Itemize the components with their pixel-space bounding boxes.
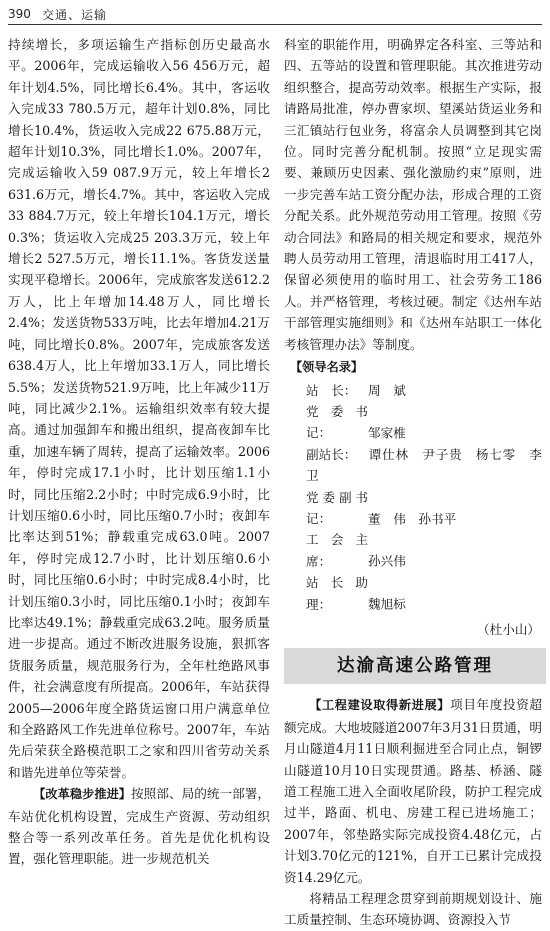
running-section-title: 交通、运输	[42, 8, 108, 22]
leader-names: 董 伟 孙书平	[368, 510, 457, 526]
leader-row	[306, 572, 542, 615]
leader-names: 周 斌	[368, 382, 406, 398]
leader-role: 站长助理：	[306, 575, 368, 612]
leader-names: 孙兴伟	[368, 553, 406, 569]
page-header	[8, 4, 542, 24]
page-number: 390	[8, 7, 31, 21]
construction-text: 项目年度投资超额完成。大地坡隧道2007年3月31日贯通，明月山隧道4月11日顺利掘进至合同止点，铜锣山隧道10月10日实现贯通。路基、桥涵、隧道工程施工进入全面收尾阶段，防护工程完成过半，路面、机电、房建工程已进场施工；2007年，邻垫路实际完成投资4.48亿元，占计划3.70亿元的121%，自开工已累计完成投资14.29亿元。	[284, 697, 543, 885]
leader-row	[306, 401, 542, 444]
section-heading: 达渝高速公路管理	[337, 655, 493, 676]
leader-names: 谭仕林 尹子贵 杨七零 李卫	[306, 446, 542, 484]
leader-role: 工会主席：	[306, 532, 368, 569]
leader-directory	[290, 357, 542, 615]
leader-names: 邹家椎	[368, 425, 406, 441]
leader-directory-heading: 【领导名录】	[290, 360, 364, 375]
leader-role: 党委副书记：	[306, 489, 368, 526]
leader-role: 副站长：	[306, 446, 357, 462]
paragraph-reform-continued: 科室的职能作用，明确界定各科室、三等站和四、五等站的设置和管理职能。其次推进劳动组织整合，提高劳动效率。根据生产实际，报请路局批准，停办曹家坝、望溪站货运业务和三汇镇站行包业务，将富余人员调整到其它岗位。同时完善分配机制。按照“立足现实需要、兼顾历史因素、强化激励约束”原则，进一步完善车站工资分配办法，形成合理的工资分配关系。此外规范劳动用工管理。按照《劳动合同法》和路局的相关规定和要求，规范外聘人员劳动用工管理，清退临时用工417人，保留必须使用的临时用工、社会劳务工186人。并严格管理，考核过硬。制定《达州车站干部管理实施细则》和《达州车站职工一体化考核管理办法》等制度。	[284, 37, 542, 352]
construction-tag: 【工程建设取得新进展】	[309, 698, 451, 713]
leader-row	[306, 529, 542, 572]
leader-role: 党委书记：	[306, 403, 368, 441]
leader-row	[306, 380, 542, 401]
leader-role: 站 长：	[306, 382, 357, 398]
reform-text: 按照部、局的统一部署，车站优化机构设置，完成生产资源、劳动组织整合等一系列改革任务。首先是优化机构设置，强化管理职能。进一步规范机关	[8, 786, 271, 867]
author-byline: （杜小山）	[477, 621, 540, 637]
leader-row	[306, 487, 542, 530]
right-column	[284, 34, 542, 931]
leader-names: 魏旭标	[368, 596, 406, 612]
paragraph-reform	[8, 783, 270, 870]
paragraph-quality: 将精品工程理念贯穿到前期规划设计、施工质量控制、生态环境协调、资源投入节	[284, 891, 542, 928]
section-heading-band	[284, 648, 546, 684]
paragraph-construction	[284, 694, 542, 888]
left-column	[8, 34, 270, 870]
leader-row	[306, 444, 542, 487]
reform-tag: 【改革稳步推进】	[33, 787, 132, 802]
paragraph-operations: 持续增长，多项运输生产指标创历史最高水平。2006年，完成运输收入56 456万元，超年计划4.5%，同比增长6.4%。其中，客运收入完成33 780.5万元，超年计划0.8%，同比增长10.4%，货运收入完成22 675.88万元，超年计划10.3%，同比增长1.0%。2007年，完成运输收入59 087.9万元，较上年增长2 631.6万元，增长4.7%。其中，客运收入完成33 884.7万元，较上年增长104.1万元，增长0.3%；货运收入完成25 203.3万元，较上年增长2 527.5万元，增长11.1%。客货发送量实现平稳增长。2006年，完成旅客发送612.2万人，比上年增加14.48万人，同比增长2.4%；发送货物533万吨，比去年增加4.21万吨，同比增长0.8%。2007年，完成旅客发送638.4万人，比上年增加33.1万人，同比增长5.5%；发送货物521.9万吨，比上年减少11万吨，同比减少2.1%。运输组织效率有较大提高。通过加强卸车和搬出组织，提高夜卸车比重，加速车辆了周转，提高了运输效率。2006年，停时完成17.1小时，比计划压缩1.1小时，同比压缩2.2小时；中时完成6.9小时，比计划压缩0.6小时，同比压缩0.7小时；夜卸车比率达到51%；静载重完成63.0吨。2007年，停时完成12.7小时，比计划压缩0.6小时，同比压缩0.6小时；中时完成8.4小时，比计划压缩0.3小时，同比压缩0.1小时；夜卸车比率达49.1%；静载重完成63.2吨。服务质量进一步提高。通过不断改进服务设施，狠抓客货服务质量，规范服务行为，全年杜绝路风事件，社会满意度有所提高。2006年，车站获得2005—2006年度全路货运窗口用户满意单位和全路路风工作先进单位称号。2007年，车站先后荣获全路模范职工之家和四川省劳动关系和谐先进单位等荣誉。	[8, 37, 270, 780]
header-rule	[8, 24, 542, 25]
